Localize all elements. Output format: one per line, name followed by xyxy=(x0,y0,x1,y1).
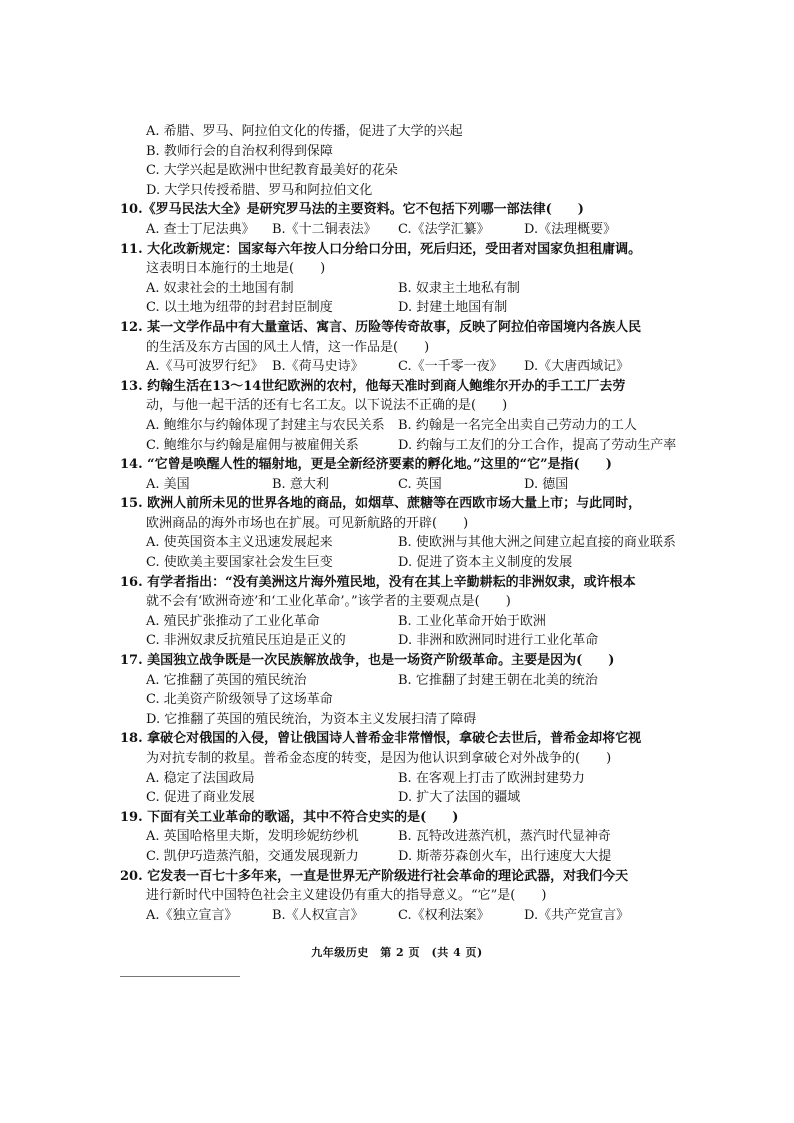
question-stem: 11. 大化改新规定：国家每六年按人口分给口分田，死后归还，受田者对国家负担租庸调。 xyxy=(120,241,642,257)
question-17 xyxy=(120,651,680,729)
question-14 xyxy=(120,455,680,494)
option-b: B. 在客观上打击了欧洲封建势力 xyxy=(398,770,585,786)
option-c: C. 促进了商业发展 xyxy=(146,790,255,806)
option-d: D.《大唐西域记》 xyxy=(524,359,630,375)
option-b: B. 瓦特改进蒸汽机，蒸汽时代显神奇 xyxy=(398,829,611,845)
question-stem: 17. 美国独立战争既是一次民族解放战争，也是一场资产阶级革命。主要是因为( ) xyxy=(120,653,615,669)
question-12 xyxy=(120,318,680,377)
options-row xyxy=(120,906,680,926)
question-stem-cont: 的生活及东方古国的风土人情，这一作品是( ) xyxy=(146,339,430,355)
option-c: C. 非洲奴隶反抗殖民压迫是正义的 xyxy=(146,633,346,649)
question-stem: 15. 欧洲人前所未见的世界各地的商品，如烟草、蔗糖等在西欧市场大量上市；与此同时， xyxy=(120,496,642,512)
options-row xyxy=(120,553,680,573)
options-row xyxy=(120,416,680,436)
option-d: D. 促进了资本主义制度的发展 xyxy=(398,555,573,571)
question-stem-cont: 这表明日本施行的土地是( ) xyxy=(146,261,326,277)
option-c: C. 北美资产阶级领导了这场革命 xyxy=(146,692,333,708)
option-c: C. 以土地为纽带的封君封臣制度 xyxy=(146,300,333,316)
option-d: D. 封建土地国有制 xyxy=(398,300,508,316)
question-stem-cont: 欧洲商品的海外市场也在扩展。可见新航路的开辟( ) xyxy=(146,515,469,531)
option-b: B. 使欧洲与其他大洲之间建立起直接的商业联系 xyxy=(398,535,676,551)
option-a: A. 查士丁尼法典》 xyxy=(146,221,255,237)
question-stem-cont: 动，与他一起干活的还有七名工友。以下说法不正确的是( ) xyxy=(146,398,508,414)
question-stem: 20. 它发表一百七十多年来，一直是世界无产阶级进行社会革命的理论武器，对我们今天 xyxy=(120,868,629,884)
question-11 xyxy=(120,240,680,318)
options-row xyxy=(120,671,680,691)
question-10 xyxy=(120,200,680,239)
option-c: C. 英国 xyxy=(398,476,442,492)
option-a: A. 殖民扩张推动了工业化革命 xyxy=(146,613,320,629)
option-a: A. 美国 xyxy=(146,476,190,492)
option-a: A.《马可波罗行纪》 xyxy=(146,359,264,375)
page-footer: 九年级历史 第 2 页 (共 4 页) xyxy=(311,946,483,959)
option-c: C.《一千零一夜》 xyxy=(398,359,503,375)
question-stem-cont: 进行新时代中国特色社会主义建设仍有重大的指导意义。“它”是( ) xyxy=(146,888,547,904)
option-b: B. 教师行会的自治权利得到保障 xyxy=(146,143,333,159)
option-a: A. 使英国资本主义迅速发展起来 xyxy=(146,535,333,551)
option-a: A. 稳定了法国政局 xyxy=(146,770,255,786)
option-d: D. 扩大了法国的疆域 xyxy=(398,790,521,806)
question-list xyxy=(120,122,680,925)
footer-divider xyxy=(120,976,240,977)
option-b: B. 它推翻了封建王朝在北美的统治 xyxy=(398,672,598,688)
question-19 xyxy=(120,808,680,867)
question-stem-cont: 为对抗专制的救星。普希金态度的转变，是因为他认识到拿破仑对外战争的( ) xyxy=(146,751,612,766)
option-c: C. 鲍维尔与约翰是雇佣与被雇佣关系 xyxy=(146,437,359,453)
option-d: D. 非洲和欧洲同时进行工业化革命 xyxy=(398,633,599,649)
options-row xyxy=(120,631,680,651)
question-15 xyxy=(120,494,680,572)
options-row xyxy=(120,847,680,867)
option-b: B. 工业化革命开始于欧洲 xyxy=(398,613,546,629)
option-b: B. 约翰是一名完全出卖自己劳动力的工人 xyxy=(398,417,637,433)
options-row xyxy=(120,769,680,789)
question-stem: 18. 拿破仑对俄国的入侵，曾让俄国诗人普希金非常憎恨，拿破仑去世后，普希金却将它视 xyxy=(120,731,642,747)
option-a: A. 英国哈格里夫斯，发明珍妮纺纱机 xyxy=(146,829,359,845)
option-d: D.《共产党宣言》 xyxy=(524,907,630,923)
option-c: C. 大学兴起是欧洲中世纪教育最美好的花朵 xyxy=(146,163,398,179)
option-c: C.《权利法案》 xyxy=(398,907,490,923)
question-13 xyxy=(120,377,680,455)
question-18 xyxy=(120,729,680,807)
option-b: B.《十二铜表法》 xyxy=(272,221,377,237)
option-d: D. 它推翻了英国的殖民统治，为资本主义发展扫清了障碍 xyxy=(146,711,477,727)
options-row xyxy=(120,827,680,847)
question-stem: 19. 下面有关工业革命的歌谣，其中不符合史实的是( ) xyxy=(120,809,459,825)
options-row xyxy=(120,533,680,553)
options-row xyxy=(120,475,680,495)
question-stem: 10.《罗马民法大全》是研究罗马法的主要资料。它不包括下列哪一部法律( ) xyxy=(120,202,584,218)
options-row xyxy=(120,298,680,318)
option-a: A. 奴隶社会的土地国有制 xyxy=(146,280,294,296)
option-b: B.《荷马史诗》 xyxy=(272,359,364,375)
option-b: B. 奴隶主土地私有制 xyxy=(398,280,520,296)
options-row xyxy=(120,612,680,632)
options-row xyxy=(120,436,680,456)
option-a: A. 它推翻了英国的殖民统治 xyxy=(146,672,307,688)
options-row xyxy=(120,220,680,240)
question-stem: 13. 约翰生活在13～14世纪欧洲的农村，他每天准时到商人鲍维尔开办的手工工厂去劳 xyxy=(120,378,626,394)
option-a: A. 鲍维尔与约翰体现了封建主与农民关系 xyxy=(146,417,385,433)
option-d: D. 德国 xyxy=(524,476,569,492)
question-stem-cont: 就不会有‘欧洲奇迹’和‘工业化革命’。”该学者的主要观点是( ) xyxy=(146,594,511,610)
option-d: D. 斯蒂芬森创火车，出行速度大大提 xyxy=(398,848,612,864)
question-16 xyxy=(120,573,680,651)
options-row xyxy=(120,279,680,299)
option-b: B.《人权宣言》 xyxy=(272,907,364,923)
question-stem: 12. 某一文学作品中有大量童话、寓言、历险等传奇故事，反映了阿拉伯帝国境内各族人民 xyxy=(120,319,642,335)
option-d: D. 大学只传授希腊、罗马和阿拉伯文化 xyxy=(146,182,373,198)
option-d: D. 约翰与工友们的分工合作，提高了劳动生产率 xyxy=(398,437,677,453)
option-c: C. 使欧美主要国家社会发生巨变 xyxy=(146,555,333,571)
question-stem: 16. 有学者指出：“没有美洲这片海外殖民地，没有在其上辛勤耕耘的非洲奴隶，或许根本 xyxy=(120,574,636,590)
options-row xyxy=(120,357,680,377)
question-stem: 14. “它曾是唤醒人性的辐射地，更是全新经济要素的孵化地。”这里的“它”是指( ) xyxy=(120,457,612,473)
question-20 xyxy=(120,867,680,926)
option-d: D.《法理概要》 xyxy=(524,221,617,237)
option-a: A.《独立宣言》 xyxy=(146,907,238,923)
options-row xyxy=(120,788,680,808)
prev-question-options xyxy=(120,122,680,200)
option-a: A. 希腊、罗马、阿拉伯文化的传播，促进了大学的兴起 xyxy=(146,124,463,139)
option-b: B. 意大利 xyxy=(272,476,329,492)
option-c: C. 凯伊巧造蒸汽船，交通发展现新力 xyxy=(146,848,359,864)
option-c: C.《法学汇纂》 xyxy=(398,221,490,237)
